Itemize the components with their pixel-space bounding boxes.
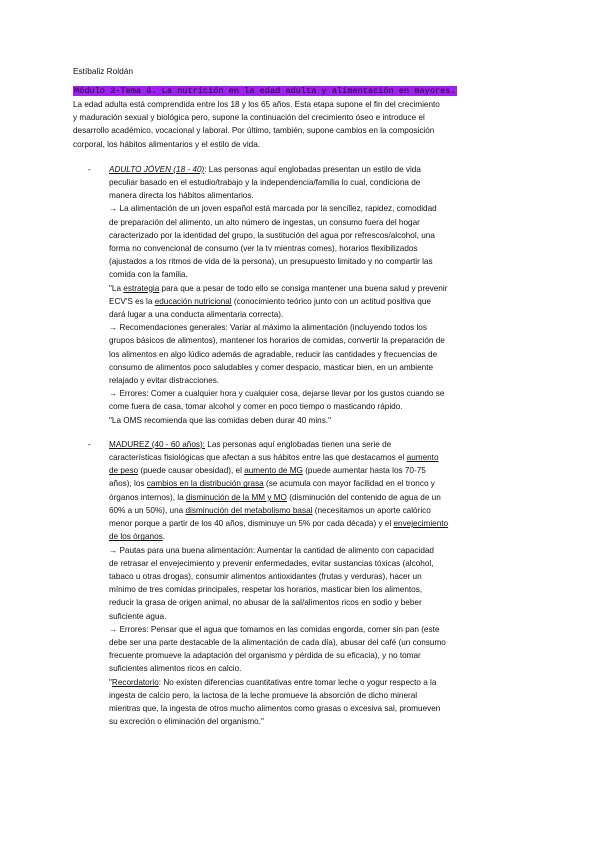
intro-line: La edad adulta está comprendida entre los 18 y los 65 años. Esta etapa supone el fin del crecimiento: [73, 100, 440, 109]
text-line: ingesta de calcio pero, la lactosa de la leche promueve la absorción de dicho mineral: [109, 690, 418, 700]
text-line: tabaco u otras drogas), consumir alimentos antioxidantes (frutas y verduras), hacer un: [109, 571, 422, 581]
text-line: "La OMS recomienda que las comidas deben durar 40 mins.": [109, 415, 331, 425]
underlined-term: aumento: [406, 453, 439, 463]
text-line: de peso (puede causar obesidad), el aumento de MG (puede aumentar hasta los 70-75: [109, 466, 426, 476]
section-adulto-joven: [73, 163, 533, 427]
text-line: relajado y evitar distracciones.: [109, 376, 220, 386]
text-line: de preparación del alimento, un alto número de ingestas, un consumo fuera del hogar: [109, 217, 420, 227]
intro-line: y maduración sexual y biológica pero, supone la continuación del crecimiento óseo e introduce el: [73, 113, 425, 123]
text-line: forma no convencional de consumo (ver la tv mientras comes), horarios flexibilizados: [109, 244, 418, 254]
text-line: mientras que, la ingesta de otros mucho alimentos como grasas o excesiva sal, promueven: [109, 703, 441, 713]
text-line: peculiar basado en el estudio/trabajo y la independencia/familia lo cual, condiciona de: [109, 178, 421, 188]
text-line: dará lugar a una conducta alimentaria correcta).: [109, 310, 284, 320]
text-line: comida con la familia.: [109, 270, 188, 280]
text-line: → Errores: Pensar que el agua que tomamos en las comidas engorda, comer sin pan (este: [109, 624, 440, 634]
text-line: (ajustados a los ritmos de vida de la persona), un presupuesto limitado y no compartir las: [109, 257, 433, 267]
underlined-term: estrategia: [123, 283, 160, 293]
underlined-term: Recordatorio: [111, 677, 159, 687]
section-heading: ADULTO JÓVEN (18 - 40): [109, 164, 205, 174]
underlined-term: educación nutricional: [154, 296, 232, 306]
text-line: grupos básicos de alimentos), mantener los horarios de comidas, convertir la preparación de: [109, 336, 445, 346]
text-line: → Recomendaciones generales: Variar al máximo la alimentación (incluyendo todos los: [109, 323, 427, 333]
text-line: mínimo de tres comidas principales, respetar los horarios, masticar bien los alimentos,: [109, 585, 423, 595]
section-heading-line: ADULTO JÓVEN (18 - 40): Las personas aquí englobadas presentan un estilo de vida: [109, 164, 421, 174]
intro-line: corporal, los hábitos alimentarios y el estilo de vida.: [73, 139, 261, 149]
text-line: suficiente agua.: [109, 611, 167, 621]
text-line: los alimentos en algo lúdico además de agradable, reducir las cantidades y frecuencias de: [109, 349, 438, 359]
section-list: [73, 163, 533, 729]
text-line: menor porque a partir de los 40 años, disminuye un 5% por cada década) y el envejecimiento: [109, 519, 449, 529]
intro-paragraph: [73, 98, 533, 151]
text-line: suficientes alimentos ricos en calcio.: [109, 664, 242, 674]
underlined-term: disminución de la MM y MO: [185, 492, 287, 502]
underlined-term: cambios en la distribución grasa: [146, 479, 264, 489]
text-line: de los órganos.: [109, 532, 165, 542]
document-title: Módulo 3-Tema 6. La nutrición en la edad adulta y alimentación en mayores.: [74, 86, 456, 96]
text-line: de retrasar el envejecimiento y prevenir enfermedades, evitar sustancias tóxicas (alcohol,: [109, 558, 434, 568]
underlined-term: disminución del metabolismo basal: [185, 505, 313, 515]
underlined-term: de peso: [109, 466, 139, 476]
section-madurez: [73, 438, 533, 728]
text-line: come fuera de casa, tomar alcohol y comer en poco tiempo o masticando rápido.: [109, 402, 403, 412]
section-heading-line: MADUREZ (40 - 60 años): Las personas aquí englobadas tienen una serie de: [109, 439, 392, 449]
section-heading: MADUREZ (40 - 60 años):: [109, 439, 206, 449]
text-line: su excreción o eliminación del organismo.": [109, 717, 264, 727]
text-line: consumo de alimentos poco saludables y comer despacio, masticar bien, en un ambiente: [109, 362, 434, 372]
bullet-marker: -: [88, 164, 91, 174]
text-line: debe ser una parte destacable de la alimentación de cada día), abusar del café (un consumo: [109, 637, 446, 647]
underlined-term: de los órganos: [109, 532, 163, 542]
underlined-term: envejecimiento: [393, 519, 449, 529]
text-line: "La estrategia para que a pesar de todo ello se consiga mantener una buena salud y prevenir: [109, 283, 448, 293]
intro-line: desarrollo académico, vocacional y laboral. Por último, también, supone cambios en la composición: [73, 126, 435, 136]
text-line: órganos internos), la disminución de la MM y MO (disminución del contenido de agua de un: [109, 492, 441, 502]
text-line: → La alimentación de un joven español está marcada por la sencillez, rapidez, comodidad: [109, 204, 437, 214]
author-name: Estíbaliz Roldán: [73, 66, 133, 76]
title-block: [73, 83, 533, 97]
text-line: años), los cambios en la distribución grasa (se acumula con mayor facilidad en el tronco y: [109, 479, 435, 489]
bullet-marker: -: [88, 439, 91, 449]
text-line: → Errores: Comer a cualquier hora y cualquier cosa, dejarse llevar por los gustos cuando se: [109, 389, 445, 399]
text-line: características fisiológicas que afectan a sus hábitos entre las que destacamos el aumento: [109, 453, 439, 463]
text-line: 60% a un 50%), una disminución del metabolismo basal (necesitamos un aporte calórico: [109, 505, 431, 515]
text-line: manera directa los hábitos alimentarios.: [109, 191, 254, 201]
text-line: reducir la grasa de origen animal, no abusar de la sal/alimentos ricos en sodio y beber: [109, 598, 422, 608]
text-line: caracterizado por la identidad del grupo, la sustitución del agua por refrescos/alcohol, una: [109, 230, 435, 240]
text-line: "Recordatorio: No existen diferencias cuantitativas entre tomar leche o yogur respecto a la: [109, 677, 437, 687]
text-line: → Pautas para una buena alimentación: Aumentar la cantidad de alimento con capacidad: [109, 545, 434, 555]
underlined-term: aumento de MG: [244, 466, 303, 476]
text-line: ECV'S es la educación nutricional (conocimiento teórico junto con un actitud positiva que: [109, 296, 431, 306]
text-line: frecuente promueve la adaptación del organismo y pérdida de su eficacia), y no tomar: [109, 651, 421, 661]
document-page: [73, 66, 533, 728]
